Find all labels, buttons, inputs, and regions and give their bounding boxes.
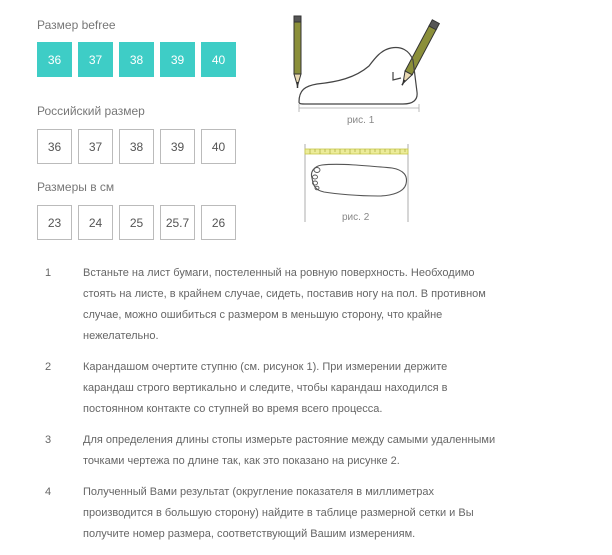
befree-size-cell[interactable]: 36	[37, 42, 72, 77]
instructions-list	[45, 263, 500, 555]
russian-size-cell: 39	[160, 129, 195, 164]
befree-size-row	[37, 42, 236, 77]
instruction-step	[45, 482, 500, 545]
russian-size-cell: 38	[119, 129, 154, 164]
step-text: Карандашом очертите ступню (см. рисунок 1). При измерении держите карандаш строго вертикально и следите, чтобы карандаш находился в постоянном контакте со ступней во время всего процесса.	[83, 361, 448, 415]
befree-size-cell[interactable]: 38	[119, 42, 154, 77]
foot-top-outline	[311, 164, 406, 196]
russian-size-label: Российский размер	[37, 104, 145, 118]
figure-2-caption: рис. 2	[342, 212, 370, 223]
befree-size-cell[interactable]: 40	[201, 42, 236, 77]
pencil-right-icon	[398, 20, 439, 87]
cm-size-cell: 24	[78, 205, 113, 240]
instruction-step	[45, 357, 500, 420]
ruler-icon	[305, 149, 408, 154]
step-number: 2	[45, 361, 52, 373]
instruction-step	[45, 263, 500, 347]
step-number: 3	[45, 434, 52, 446]
instruction-step	[45, 430, 500, 472]
cm-size-cell: 23	[37, 205, 72, 240]
step-text: Встаньте на лист бумаги, постеленный на ровную поверхность. Необходимо стоять на листе, в крайнем случае, сидеть, поставив ногу на пол. В противном случае, можно ошибиться с размером в меньшую сторону, что крайне нежелательно.	[83, 267, 486, 342]
befree-size-label: Размер befree	[37, 18, 116, 32]
cm-size-label: Размеры в см	[37, 180, 115, 194]
step-text: Полученный Вами результат (округление показателя в миллиметрах производится в большую сторону) найдите в таблице размерной сетки и Вы получите номер размера, соответствующий Вашим измерениям.	[83, 486, 474, 540]
russian-size-cell: 37	[78, 129, 113, 164]
befree-size-cell[interactable]: 39	[160, 42, 195, 77]
russian-size-cell: 36	[37, 129, 72, 164]
step-number: 1	[45, 267, 52, 279]
cm-size-row	[37, 205, 236, 240]
foot-side-outline	[299, 48, 417, 105]
cm-size-cell: 25	[119, 205, 154, 240]
step-number: 4	[45, 486, 52, 498]
befree-size-cell[interactable]: 37	[78, 42, 113, 77]
pencil-left-icon	[294, 16, 301, 88]
figure-1-foot-outline	[285, 12, 460, 130]
figure-1-caption: рис. 1	[347, 115, 375, 126]
russian-size-row	[37, 129, 236, 164]
russian-size-cell: 40	[201, 129, 236, 164]
cm-size-cell: 26	[201, 205, 236, 240]
step-text: Для определения длины стопы измерьте растояние между самыми удаленными точками чертежа по длине так, как это показано на рисунке 2.	[83, 434, 496, 467]
cm-size-cell: 25.7	[160, 205, 195, 240]
figure-2-foot-length	[300, 140, 420, 228]
